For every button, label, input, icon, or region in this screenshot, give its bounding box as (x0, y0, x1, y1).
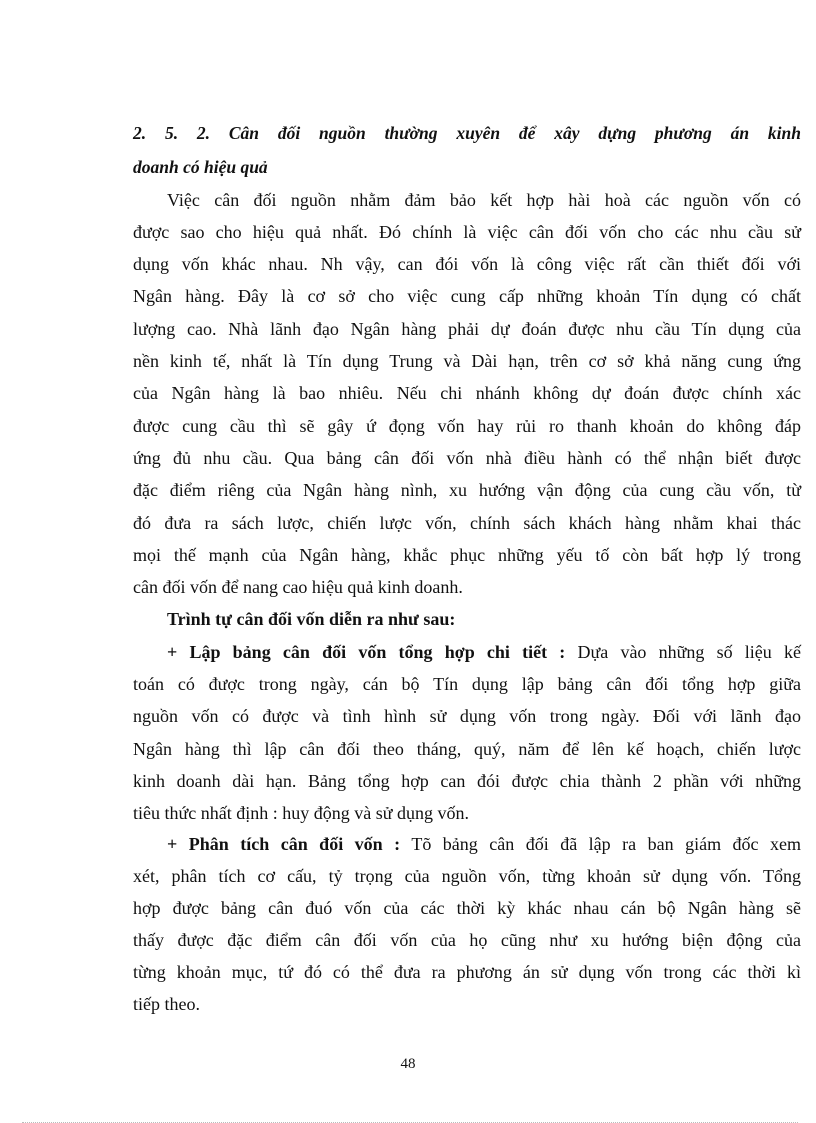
item2-first-line (167, 828, 801, 860)
paragraph-line: thấy được đặc điểm cân đối vốn của họ cũng như xu hướng biện động của (133, 930, 801, 950)
paragraph-line: được cung cầu thì sẽ gây ứ đọng vốn hay rủi ro thanh khoản do không đáp (133, 416, 801, 436)
paragraph-line: nền kinh tế, nhất là Tín dụng Trung và Dài hạn, trên cơ sở khả năng cung ứng (133, 351, 801, 371)
paragraph-line: ứng đủ nhu cầu. Qua bảng cân đối vốn nhà điều hành có thể nhận biết được (133, 448, 801, 468)
paragraph-line: Ngân hàng thì lập cân đối theo tháng, quý, năm để lên kế hoạch, chiến lược (133, 739, 801, 759)
paragraph-line: kinh doanh dài hạn. Bảng tổng hợp can đói được chia thành 2 phần với những (133, 771, 801, 791)
paragraph-line: nguồn vốn có được và tình hình sử dụng vốn trong ngày. Đối với lãnh đạo (133, 706, 801, 726)
paragraph-line: từng khoản mục, tứ đó có thể đưa ra phương án sử dụng vốn trong các thời kì (133, 962, 801, 982)
paragraph-line: Ngân hàng. Đây là cơ sở cho việc cung cấp những khoản Tín dụng có chất (133, 286, 801, 306)
item1-label: + Lập bảng cân đối vốn tổng hợp chi tiết : (167, 642, 566, 662)
paragraph-line: toán có được trong ngày, cán bộ Tín dụng lập bảng cân đối tổng hợp giữa (133, 674, 801, 694)
paragraph-line: mọi thế mạnh của Ngân hàng, khắc phục những yếu tố còn bất hợp lý trong (133, 545, 801, 565)
item2-first-text: Tõ bảng cân đối đã lập ra ban giám đốc xem (400, 834, 802, 854)
section-heading: 2. 5. 2. Cân đối nguồn thường xuyên để xây dựng phương án kinh (133, 123, 801, 143)
paragraph-line: lượng cao. Nhà lãnh đạo Ngân hàng phải dự đoán được nhu cầu Tín dụng của (133, 319, 801, 339)
page-number: 48 (400, 1056, 416, 1072)
paragraph-line: được sao cho hiệu quả nhất. Đó chính là việc cân đối vốn cho các nhu cầu sử (133, 222, 801, 242)
paragraph-line: tiếp theo. (133, 994, 200, 1014)
paragraph-line: xét, phân tích cơ cấu, tỷ trọng của nguồn vốn, từng khoản sử dụng vốn. Tổng (133, 866, 801, 886)
item1-first-line (167, 636, 801, 668)
paragraph-line: tiêu thức nhất định : huy động và sử dụng vốn. (133, 803, 469, 823)
item2-label: + Phân tích cân đối vốn : (167, 834, 401, 854)
paragraph-line: dụng vốn khác nhau. Nh vậy, can đói vốn là công việc rất cần thiết đối với (133, 254, 801, 274)
paragraph-line: Việc cân đối nguồn nhằm đảm bảo kết hợp hài hoà các nguồn vốn có (167, 190, 801, 210)
paragraph-line: đặc điểm riêng của Ngân hàng nình, xu hướng vận động của cung cầu vốn, từ (133, 480, 801, 500)
paragraph-line: hợp được bảng cân đuó vốn của các thời kỳ khác nhau cán bộ Ngân hàng sẽ (133, 898, 801, 918)
sequence-title: Trình tự cân đối vốn diễn ra như sau: (167, 609, 456, 629)
paragraph-line: của Ngân hàng là bao nhiêu. Nếu chi nhánh không dự đoán được chính xác (133, 383, 801, 403)
section-heading-continued: doanh có hiệu quả (133, 157, 268, 177)
paragraph-line: đó đưa ra sách lược, chiến lược vốn, chính sách khách hàng nhằm khai thác (133, 513, 801, 533)
item1-first-text: Dựa vào những số liệu kế (565, 642, 801, 662)
paragraph-line: cân đối vốn để nang cao hiệu quả kinh doanh. (133, 577, 463, 597)
